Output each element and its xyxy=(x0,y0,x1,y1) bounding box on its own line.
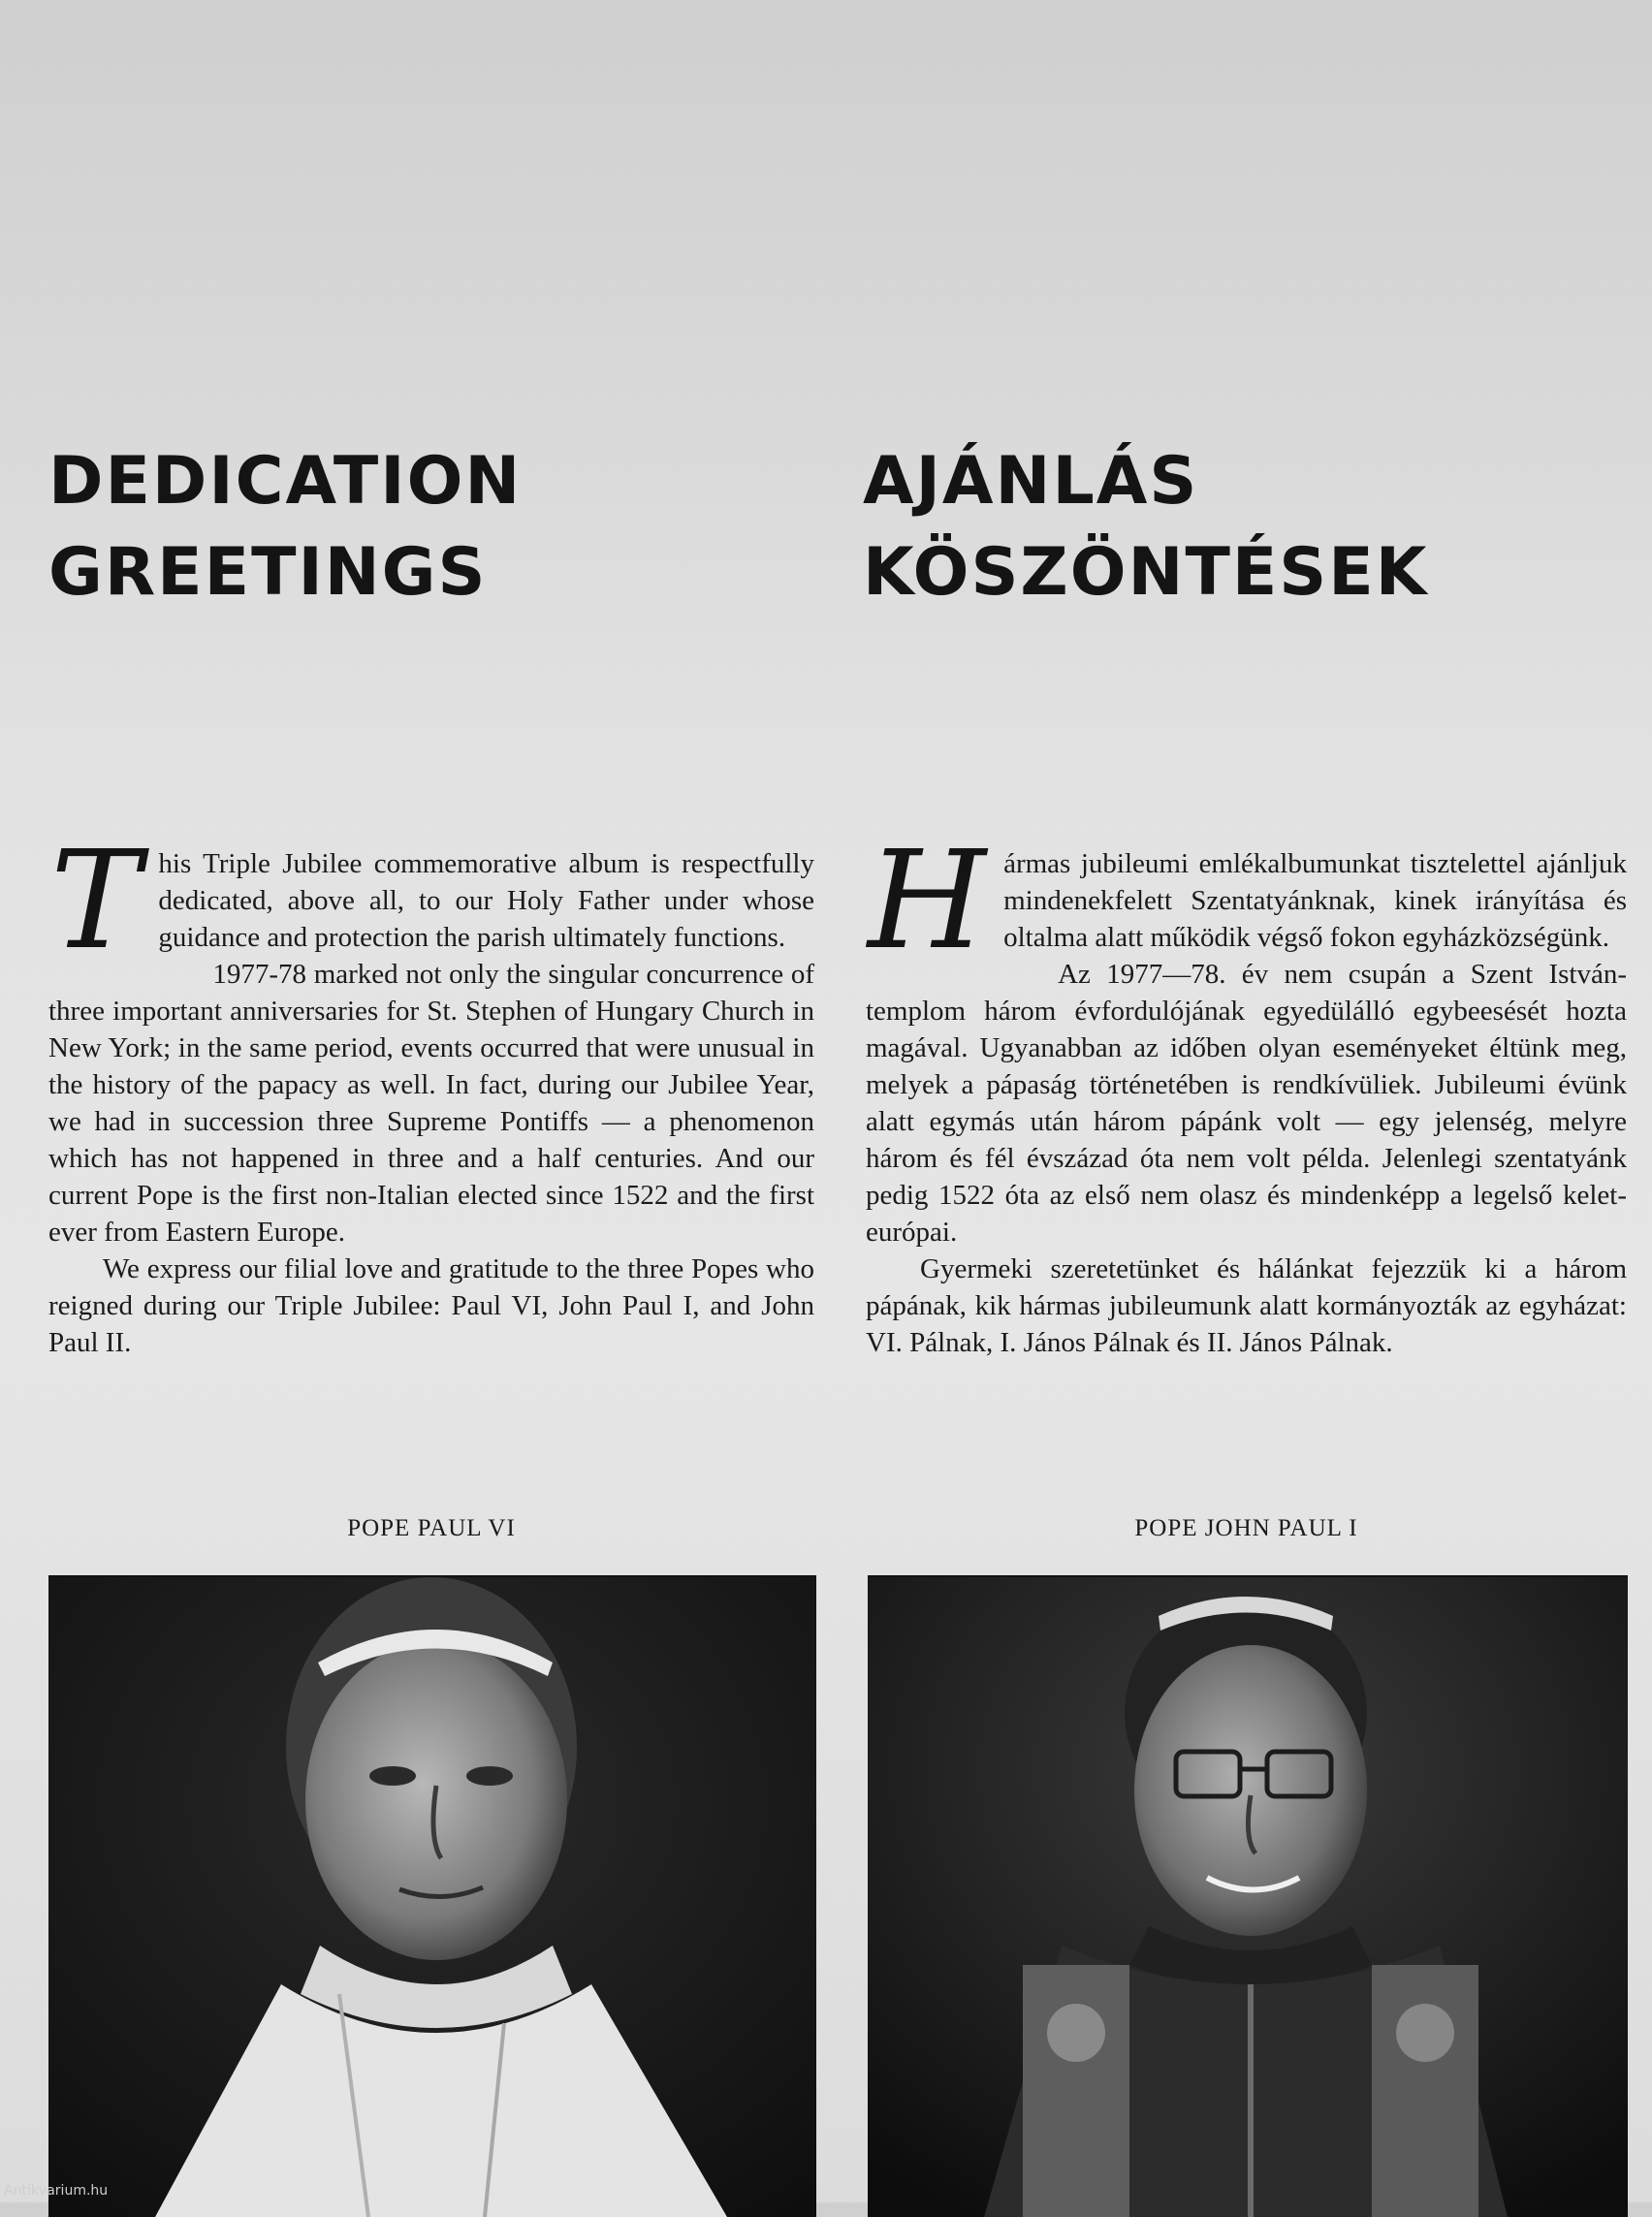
english-paragraph-3: We express our filial love and gratitude to the three Popes who reigned during our Triple Jubilee: Paul VI, John Paul I, and John Paul II. xyxy=(48,1253,814,1358)
hungarian-dropcap: H xyxy=(868,822,987,980)
watermark-text: Antikvarium.hu xyxy=(4,2183,109,2199)
hungarian-text-column xyxy=(866,822,1627,1361)
portrait-john-paul-i-image xyxy=(868,1577,1628,2217)
english-text-column xyxy=(48,822,814,1361)
hungarian-paragraph-1-text: ármas jubileumi emlékalbumunkat tisztelettel ajánljuk mindenekfelett Szentatyánknak, kinek irányítása és oltalma alatt működik végső fokon egyházközségünk. xyxy=(1003,848,1627,953)
heading-english-line1: DEDICATION xyxy=(48,443,523,520)
photo-caption-john-paul-i: POPE JOHN PAUL I xyxy=(1134,1515,1358,1541)
heading-english xyxy=(48,436,522,618)
photo-caption-paul-vi: POPE PAUL VI xyxy=(347,1515,516,1541)
hungarian-paragraph-3: Gyermeki szeretetünket és hálánkat fejezzük ki a három pápának, kik hármas jubileumunk alatt kormányozták az egyházat: VI. Pálnak, I. János Pálnak és II. János Pálnak. xyxy=(866,1253,1627,1358)
english-dropcap: T xyxy=(50,822,142,980)
heading-hungarian-line2: KÖSZÖNTÉSEK xyxy=(863,534,1429,611)
hungarian-paragraph-2: Az 1977—78. év nem csupán a Szent István-templom három évfordulójának egyedülálló egybeesését hozta magával. Ugyanabban az időben olyan eseményeket éltünk meg, melyek a pápaság történetében is rendkívüliek. Jubileumi évünk alatt egymás után három pápánk volt — egy jelenség, melyre három és fél évszázad óta nem volt példa. Jelenlegi szentatyánk pedig 1522 óta az első nem olasz és mindenképp a legelső kelet-európai. xyxy=(866,959,1627,1248)
photo-pope-paul-vi xyxy=(48,1575,816,2217)
photo-pope-john-paul-i xyxy=(868,1575,1628,2217)
heading-hungarian xyxy=(863,436,1428,618)
portrait-paul-vi-image xyxy=(48,1577,816,2217)
heading-english-line2: GREETINGS xyxy=(48,534,488,611)
hungarian-paragraph-1 xyxy=(866,822,1627,980)
english-paragraph-1 xyxy=(48,822,814,980)
heading-hungarian-line1: AJÁNLÁS xyxy=(863,443,1199,520)
english-paragraph-2: 1977-78 marked not only the singular concurrence of three important anniversaries for St. Stephen of Hungary Church in New York; in the same period, events occurred that were unusual in the history of the papacy as well. In fact, during our Jubilee Year, we had in succession three Supreme Pontiffs — a phenomenon which has not happened in three and a half centuries. And our current Pope is the first non-Italian elected since 1522 and the first ever from Eastern Europe. xyxy=(48,959,814,1248)
english-paragraph-1-text: his Triple Jubilee commemorative album is respectfully dedicated, above all, to our Holy Father under whose guidance and protection the parish ultimately functions. xyxy=(158,848,814,953)
